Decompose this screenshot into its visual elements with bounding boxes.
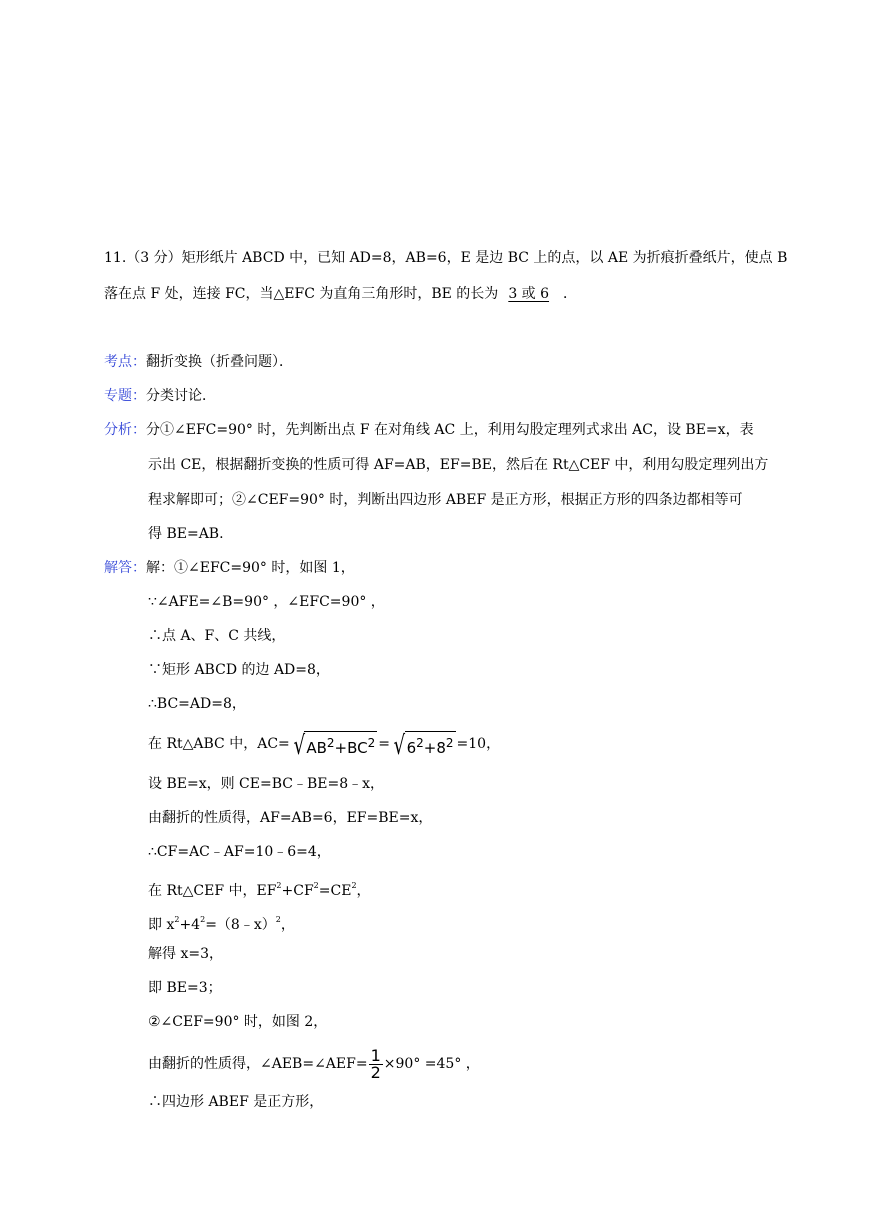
step-9-end: ， [356, 883, 371, 899]
fenxi-text-2: 示出 CE，根据翻折变换的性质可得 AF=AB，EF=BE，然后在 Rt△CEF 中，利用勾股定理列出方 [148, 457, 769, 473]
step-4-text: ∴BC=AD=8， [148, 696, 246, 712]
step-13-text: ②∠CEF=90° 时，如图 2， [148, 1014, 328, 1030]
sq-ce: 2 [351, 881, 357, 890]
rad2-sq1: 2 [416, 735, 424, 750]
kaodian-label: 考点： [104, 354, 146, 370]
rad1-ab: AB [306, 738, 327, 757]
step-12 [148, 978, 222, 998]
step-5-pre: 在 Rt△ABC 中，AC= [148, 736, 290, 752]
problem-text-1: 11.（3 分）矩形纸片 ABCD 中，已知 AD=8，AB=6，E 是边 BC 上的点，以 AE 为折痕折叠纸片，使点 B [104, 250, 788, 266]
fenxi-line-1 [104, 420, 754, 440]
jieda-first: 解：①∠EFC=90° 时，如图 1， [146, 560, 355, 576]
zhuanti-line [104, 386, 216, 406]
answer-blank: 3 或 6 [508, 286, 550, 302]
fenxi-line-3 [148, 490, 743, 510]
step-2 [148, 626, 285, 646]
step-11 [148, 944, 223, 964]
step-1 [148, 592, 385, 612]
sq-4: 2 [200, 915, 206, 924]
zhuanti-label: 专题： [104, 388, 146, 404]
step-7-text: 由翻折的性质得，AF=AB=6，EF=BE=x， [148, 810, 433, 826]
step-2-text: ∴点 A、F、C 共线， [148, 628, 286, 644]
step-10-four: +4 [179, 917, 201, 933]
rad2-6: 6 [406, 738, 417, 757]
sq-ef: 2 [276, 881, 282, 890]
step-14 [148, 1046, 480, 1082]
step-3-text: ∵矩形 ABCD 的边 AD=8， [148, 662, 330, 678]
fenxi-text-3: 程求解即可；②∠CEF=90° 时，判断出四边形 ABEF 是正方形，根据正方形的四条边都相等可 [148, 492, 743, 508]
step-12-text: 即 BE=3； [148, 980, 222, 996]
step-10-end: ， [280, 917, 295, 933]
step-14-post: ×90° =45° ， [383, 1056, 480, 1072]
step-9-pre: 在 Rt△CEF 中，EF [148, 883, 277, 899]
fenxi-line-4 [148, 524, 224, 544]
step-5 [148, 730, 501, 761]
rad2-8: +8 [423, 738, 446, 757]
fenxi-label: 分析： [104, 422, 146, 438]
sqrt-6-8: √ $6^2+8^2$ [393, 730, 454, 761]
jieda-label: 解答： [104, 560, 146, 576]
rad2-sq2: 2 [445, 735, 454, 750]
rad1-sq2: 2 [367, 735, 376, 750]
kaodian-line [104, 352, 293, 372]
jieda-line-1 [104, 558, 355, 578]
sq-rhs: 2 [275, 915, 281, 924]
frac-num: 1 [370, 1045, 381, 1065]
rad1-bc: +BC [334, 738, 368, 757]
step-10-rhs: =（8﹣x） [205, 917, 276, 933]
fenxi-line-2 [148, 455, 768, 475]
frac-den: 2 [370, 1062, 381, 1082]
fraction-half [369, 1045, 383, 1082]
problem-line-1 [104, 248, 787, 268]
step-5-post: =10， [456, 736, 501, 752]
step-15 [148, 1092, 323, 1112]
kaodian-text: 翻折变换（折叠问题）． [146, 354, 293, 370]
zhuanti-text: 分类讨论． [146, 388, 216, 404]
sq-x: 2 [174, 915, 180, 924]
sq-cf: 2 [313, 881, 319, 890]
problem-text-2-end: ． [563, 286, 578, 302]
step-6 [148, 774, 384, 794]
step-11-text: 解得 x=3， [148, 946, 223, 962]
problem-line-2 [104, 284, 577, 304]
problem-text-2: 落在点 F 处，连接 FC，当△EFC 为直角三角形时，BE 的长为 [104, 286, 499, 302]
step-10 [148, 910, 295, 935]
step-3 [148, 660, 330, 680]
step-15-text: ∴四边形 ABEF 是正方形， [148, 1094, 324, 1110]
step-10-pre: 即 x [148, 917, 175, 933]
step-5-eq: = [378, 736, 390, 752]
step-13 [148, 1012, 327, 1032]
step-9-cf: +CF [281, 883, 314, 899]
step-7 [148, 808, 432, 828]
step-9 [148, 876, 371, 901]
step-14-pre: 由翻折的性质得，∠AEB=∠AEF= [148, 1056, 368, 1072]
fenxi-text-4: 得 BE=AB. [148, 526, 224, 542]
step-9-ce: =CE [318, 883, 352, 899]
sqrt-ab-bc: √ $AB^2+BC^2$ [293, 730, 376, 761]
rad1-sq1: 2 [326, 735, 335, 750]
step-4 [148, 694, 246, 714]
fenxi-text-1: 分①∠EFC=90° 时，先判断出点 F 在对角线 AC 上，利用勾股定理列式求出 AC，设 BE=x，表 [146, 422, 754, 438]
step-8-text: ∴CF=AC﹣AF=10﹣6=4， [148, 844, 331, 860]
step-6-text: 设 BE=x，则 CE=BC﹣BE=8﹣x， [148, 776, 384, 792]
step-1-text: ∵∠AFE=∠B=90° ，∠EFC=90° ， [148, 594, 385, 610]
step-8 [148, 842, 331, 862]
